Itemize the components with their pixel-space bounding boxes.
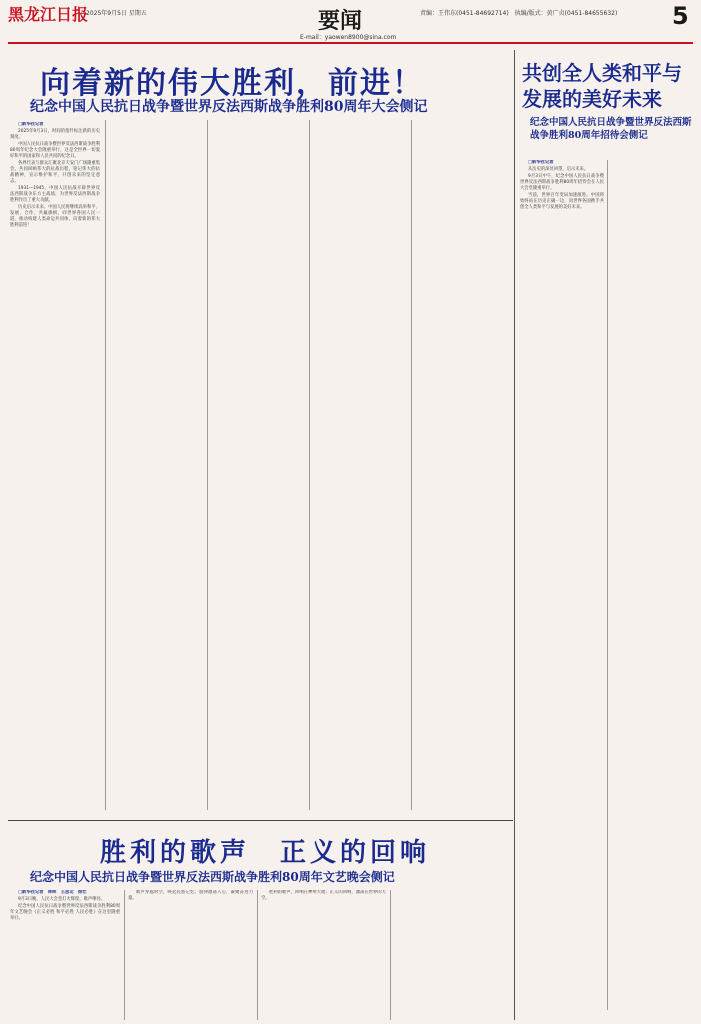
article1-column-continued <box>314 122 406 802</box>
column-divider <box>390 890 391 1020</box>
article3-paragraph: 从历史的深处回望，启示未来。 <box>528 167 589 172</box>
article1-column-continued <box>110 122 202 802</box>
article2-paragraph: 9月3日晚，人民大会堂灯火辉煌，歌声嘹亮。 <box>18 897 106 902</box>
column-divider <box>105 120 106 810</box>
section-email: E-mail：yaowen8900@sina.com <box>300 34 397 41</box>
column-divider <box>309 120 310 810</box>
issue-date: 2025年9月5日 星期五 <box>86 10 147 17</box>
article1-paragraph: 1931—1945，中国人民抗战开辟世界反法西斯战争东方主战场，为世界反法西斯战争胜利作出了重大贡献。 <box>10 186 100 203</box>
article2-headline: 胜利的歌声 正义的回响 <box>100 838 431 868</box>
column-divider <box>411 120 412 810</box>
article3-divider <box>514 50 515 1020</box>
header-rule <box>8 42 693 44</box>
article2-column-continued <box>394 890 509 1020</box>
article3-paragraph: 当前，世界百年变局加速演进。中国将始终站在历史正确一边，同世界各国携手共创全人类和平与发展的美好未来。 <box>520 193 604 210</box>
article2-paragraph: 纪念中国人民抗日战争暨世界反法西斯战争胜利80周年文艺晚会《正义必胜 和平必胜 人民必胜》在这里隆重举行。 <box>10 904 120 921</box>
article2-byline: □新华社记者 林晖 王思北 徐壮 <box>18 890 87 895</box>
column-divider <box>607 160 608 1010</box>
column-divider <box>257 890 258 1020</box>
article3-column-continued <box>612 160 696 1010</box>
article3-column <box>520 160 604 1010</box>
page-number: 5 <box>672 2 689 30</box>
section-title: 要闻 <box>318 8 363 34</box>
article2-subhead: 纪念中国人民抗日战争暨世界反法西斯战争胜利80周年文艺晚会侧记 <box>30 870 395 884</box>
article3-subhead: 纪念中国人民抗日战争暨世界反法西斯战争胜利80周年招待会侧记 <box>530 117 692 141</box>
article3-headline: 共创全人类和平与发展的美好未来 <box>522 61 682 111</box>
masthead: 黑龙江日报 <box>8 5 89 24</box>
article2-column <box>10 890 120 1020</box>
article2-paragraph: 歌声穿越时空，唤起民族记忆；旋律激荡人心，凝聚奋进力量。 <box>128 890 253 901</box>
article3-paragraph: 9月3日中午，纪念中国人民抗日战争暨世界反法西斯战争胜利80周年招待会在人民大会堂隆重举行。 <box>520 174 604 191</box>
article-separator <box>8 820 513 821</box>
article1-column-continued <box>416 122 508 802</box>
article1-byline: □新华社记者 <box>18 122 44 127</box>
article3-byline: □新华社记者 <box>528 160 554 165</box>
article1-subhead: 纪念中国人民抗日战争暨世界反法西斯战争胜利80周年大会侧记 <box>30 99 428 115</box>
column-divider <box>124 890 125 1020</box>
article1-headline: 向着新的伟大胜利，前进！ <box>40 66 424 101</box>
column-divider <box>207 120 208 810</box>
article1-paragraph: 2025年9月3日，时间的指针标注新的历史刻度。 <box>10 129 100 140</box>
page-header <box>0 0 701 42</box>
article2-paragraph: 胜利的歌声，回响在神州大地；正义的回响，激荡在世界的天空。 <box>261 890 386 901</box>
article1-paragraph: 中国人民抗日战争暨世界反法西斯战争胜利80周年纪念大会隆重举行，这是全世界一切爱好和平的国家和人民共同的纪念日。 <box>10 142 100 159</box>
article1-paragraph: 各界代表与群众汇聚北京天安门广场隆重集会，共同回顾伟大的抗战历程，铭记伟大的抗战精神，宣示维护和平、开创未来的坚定意志。 <box>10 161 100 184</box>
article2-column-continued <box>261 890 386 1020</box>
article1-column <box>10 122 100 802</box>
article2-column-continued <box>128 890 253 1020</box>
article1-column-continued <box>212 122 304 802</box>
article1-paragraph: 历史启示未来。中国人民将继续高举和平、发展、合作、共赢旗帜，同世界各国人民一道，推动构建人类命运共同体，向着新的伟大胜利前进！ <box>10 205 100 228</box>
editors-line: 责编：王伟东(0451-84692714) 执编/版式：黄广贞(0451-84655632) <box>420 10 618 17</box>
